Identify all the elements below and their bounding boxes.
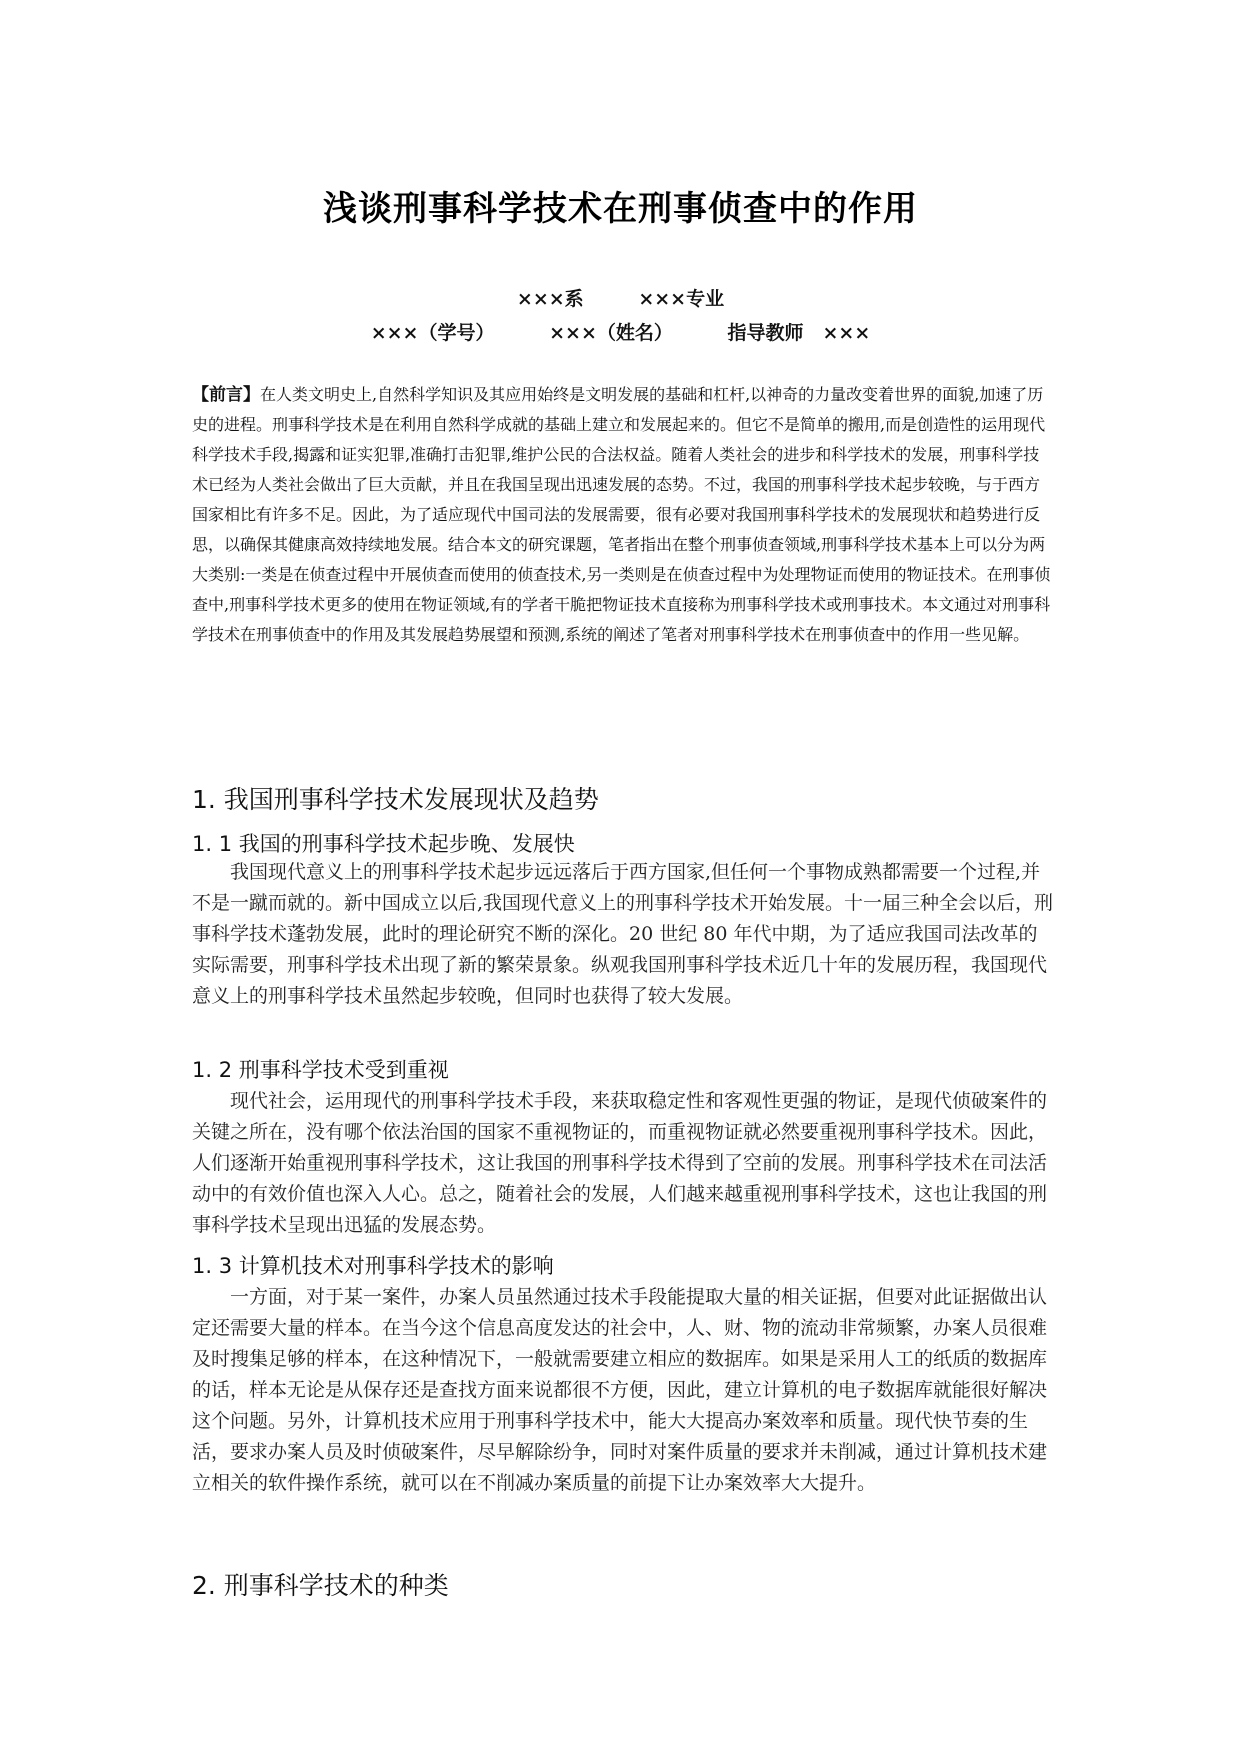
major: ×××专业 [638,288,725,310]
advisor: 指导教师 ××× [727,322,871,344]
section-1-3-heading: 1. 3 计算机技术对刑事科学技术的影响 [192,1254,554,1278]
section-1-1-heading: 1. 1 我国的刑事科学技术起步晚、发展快 [192,832,575,856]
student-id: ×××（学号） [370,322,495,344]
student-name: ×××（姓名） [549,322,673,344]
student-line [0,318,1241,345]
paper-title: 浅谈刑事科学技术在刑事侦查中的作用 [323,188,918,229]
section-1-3-paragraph: 一方面，对于某一案件，办案人员虽然通过技术手段能提取大量的相关证据，但要对此证据做出认定还需要大量的样本。在当今这个信息高度发达的社会中，人、财、物的流动非常频繁，办案人员很难及时搜集足够的样本，在这种情况下，一般就需要建立相应的数据库。如果是采用人工的纸质的数据库的话，样本无论是从保存还是查找方面来说都很不方便，因此，建立计算机的电子数据库就能很好解决这个问题。另外，计算机技术应用于刑事科学技术中，能大大提高办案效率和质量。现代快节奏的生活，要求办案人员及时侦破案件，尽早解除纷争，同时对案件质量的要求并未削减，通过计算机技术建立相关的软件操作系统，就可以在不削减办案质量的前提下让办案效率大大提升。 [192,1286,1048,1494]
section-1-2-heading: 1. 2 刑事科学技术受到重视 [192,1058,449,1082]
section-2-heading: 2. 刑事科学技术的种类 [192,1571,449,1600]
abstract [192,380,1054,650]
abstract-label: 【前言】 [192,385,260,405]
section-1-heading: 1. 我国刑事科学技术发展现状及趋势 [192,785,599,814]
section-1-1-paragraph: 我国现代意义上的刑事科学技术起步远远落后于西方国家,但任何一个事物成熟都需要一个过程,并不是一蹴而就的。新中国成立以后,我国现代意义上的刑事科学技术开始发展。十一届三种全会以后，刑事科学技术蓬勃发展，此时的理论研究不断的深化。20 世纪 80 年代中期，为了适应我国司法改革的实际需要，刑事科学技术出现了新的繁荣景象。纵观我国刑事科学技术近几十年的发展历程，我国现代意义上的刑事科学技术虽然起步较晚，但同时也获得了较大发展。 [192,861,1054,1007]
section-1-2-paragraph: 现代社会，运用现代的刑事科学技术手段，来获取稳定性和客观性更强的物证，是现代侦破案件的关键之所在，没有哪个依法治国的国家不重视物证的，而重视物证就必然要重视刑事科学技术。因此，人们逐渐开始重视刑事科学技术，这让我国的刑事科学技术得到了空前的发展。刑事科学技术在司法活动中的有效价值也深入人心。总之，随着社会的发展，人们越来越重视刑事科学技术，这也让我国的刑事科学技术呈现出迅猛的发展态势。 [192,1090,1048,1236]
abstract-text: 在人类文明史上,自然科学知识及其应用始终是文明发展的基础和杠杆,以神奇的力量改变着世界的面貌,加速了历史的进程。刑事科学技术是在利用自然科学成就的基础上建立和发展起来的。但它不是简单的搬用,而是创造性的运用现代科学技术手段,揭露和证实犯罪,准确打击犯罪,维护公民的合法权益。随着人类社会的进步和科学技术的发展，刑事科学技术已经为人类社会做出了巨大贡献，并且在我国呈现出迅速发展的态势。不过，我国的刑事科学技术起步较晚，与于西方国家相比有许多不足。因此，为了适应现代中国司法的发展需要，很有必要对我国刑事科学技术的发展现状和趋势进行反思，以确保其健康高效持续地发展。结合本文的研究课题，笔者指出在整个刑事侦查领域,刑事科学技术基本上可以分为两大类别:一类是在侦查过程中开展侦查而使用的侦查技术,另一类则是在侦查过程中为处理物证而使用的物证技术。在刑事侦查中,刑事科学技术更多的使用在物证领域,有的学者干脆把物证技术直接称为刑事科学技术或刑事技术。本文通过对刑事科学技术在刑事侦查中的作用及其发展趋势展望和预测,系统的阐述了笔者对刑事科学技术在刑事侦查中的作用一些见解。 [192,385,1051,644]
department: ×××系 [516,288,584,310]
department-line [0,284,1241,311]
